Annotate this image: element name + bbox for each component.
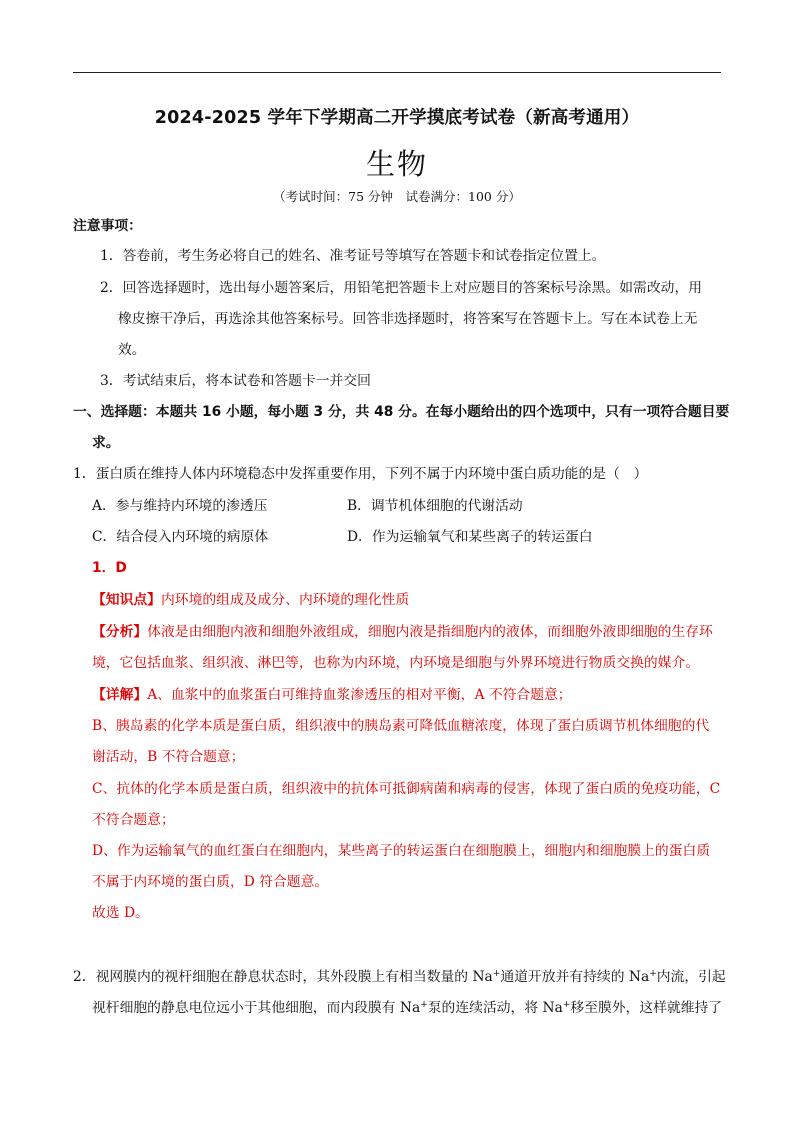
q2-stem-line-1 <box>73 970 726 985</box>
superscript-plus: + <box>649 969 657 979</box>
q1-analysis-line-2: 境，它包括血浆、组织液、淋巴等，也称为内环境，内环境是细胞与外界环境进行物质交换的媒介。 <box>92 655 700 671</box>
header-rule <box>73 72 721 73</box>
q1-option-c: C．结合侵入内环境的病原体 <box>92 529 269 545</box>
analysis-label: 【分析】 <box>92 624 148 640</box>
notice-item-2-line-1: 2．回答选择题时，选出每小题答案后，用铅笔把答题卡上对应题目的答案标号涂黑。如需改动，用 <box>100 280 703 296</box>
q2-text: 2．视网膜内的视杆细胞在静息状态时，其外段膜上有相当数量的 Na <box>73 969 493 985</box>
section-1-heading: 一、选择题：本题共 16 小题，每小题 3 分，共 48 分。在每小题给出的四个选项中，只有一项符合题目要 <box>73 404 730 420</box>
q1-analysis-line-1 <box>92 626 713 640</box>
q1-knowledge-point <box>92 594 409 608</box>
detail-text-a: A、血浆中的血浆蛋白可维持血浆渗透压的相对平衡，A 不符合题意； <box>147 687 572 703</box>
notice-item-2-line-3: 效。 <box>118 342 146 358</box>
knowledge-point-text: 内环境的组成及成分、内环境的理化性质 <box>160 592 410 608</box>
q1-detail-d-line-2: 不属于内环境的蛋白质，D 符合题意。 <box>92 874 329 890</box>
q1-detail-a <box>92 689 572 703</box>
superscript-plus: + <box>562 1000 571 1010</box>
q2-text: 泵的连续活动，将 Na <box>427 1000 563 1016</box>
exam-time-info: （考试时间：75 分钟 试卷满分：100 分） <box>273 189 521 204</box>
q1-detail-b-line-2: 谢活动，B 不符合题意； <box>92 749 245 765</box>
notice-heading: 注意事项： <box>73 218 142 234</box>
notice-item-3: 3．考试结束后，将本试卷和答题卡一并交回 <box>100 373 371 389</box>
q1-detail-d-line-1: D、作为运输氧气的血红蛋白在细胞内，某些离子的转运蛋白在细胞膜上，细胞内和细胞膜上的蛋白质 <box>92 843 711 859</box>
exam-title: 2024-2025 学年下学期高二开学摸底考试卷（新高考通用） <box>154 108 640 128</box>
notice-item-1: 1．答卷前，考生务必将自己的姓名、准考证号等填写在答题卡和试卷指定位置上。 <box>100 248 606 264</box>
q2-text: 移至膜外，这样就维持了 <box>570 1000 723 1016</box>
section-1-heading-cont: 求。 <box>92 435 120 451</box>
q1-answer: 1．D <box>92 560 127 576</box>
q1-detail-b-line-1: B、胰岛素的化学本质是蛋白质，组织液中的胰岛素可降低血糖浓度，体现了蛋白质调节机体细胞的代 <box>92 718 710 734</box>
q2-stem-line-2 <box>92 1001 722 1016</box>
q1-stem: 1．蛋白质在维持人体内环境稳态中发挥重要作用，下列不属于内环境中蛋白质功能的是（ ） <box>73 466 648 482</box>
superscript-plus: + <box>420 1000 428 1010</box>
q2-text: 内流，引起 <box>656 969 726 985</box>
q1-option-d: D．作为运输氧气和某些离子的转运蛋白 <box>347 529 593 545</box>
superscript-plus: + <box>492 969 501 979</box>
q1-detail-c-line-1: C、抗体的化学本质是蛋白质，组织液中的抗体可抵御病菌和病毒的侵害，体现了蛋白质的免疫功能，C <box>92 781 721 797</box>
q1-conclusion: 故选 D。 <box>92 905 149 921</box>
subject-title: 生物 <box>365 147 428 181</box>
q1-option-b: B．调节机体细胞的代谢活动 <box>347 498 523 514</box>
q1-option-a: A．参与维持内环境的渗透压 <box>92 498 268 514</box>
knowledge-point-label: 【知识点】 <box>92 592 161 608</box>
detail-label: 【详解】 <box>92 687 148 703</box>
q2-text: 通道开放并有持续的 Na <box>500 969 650 985</box>
notice-item-2-line-2: 橡皮擦干净后，再选涂其他答案标号。回答非选择题时，将答案写在答题卡上。写在本试卷上无 <box>118 311 698 327</box>
q1-detail-c-line-2: 不符合题意； <box>92 812 175 828</box>
q2-text: 视杆细胞的静息电位远小于其他细胞，而内段膜有 Na <box>92 1000 421 1016</box>
analysis-text-1: 体液是由细胞内液和细胞外液组成，细胞内液是指细胞内的液体，而细胞外液即细胞的生存环 <box>147 624 713 640</box>
